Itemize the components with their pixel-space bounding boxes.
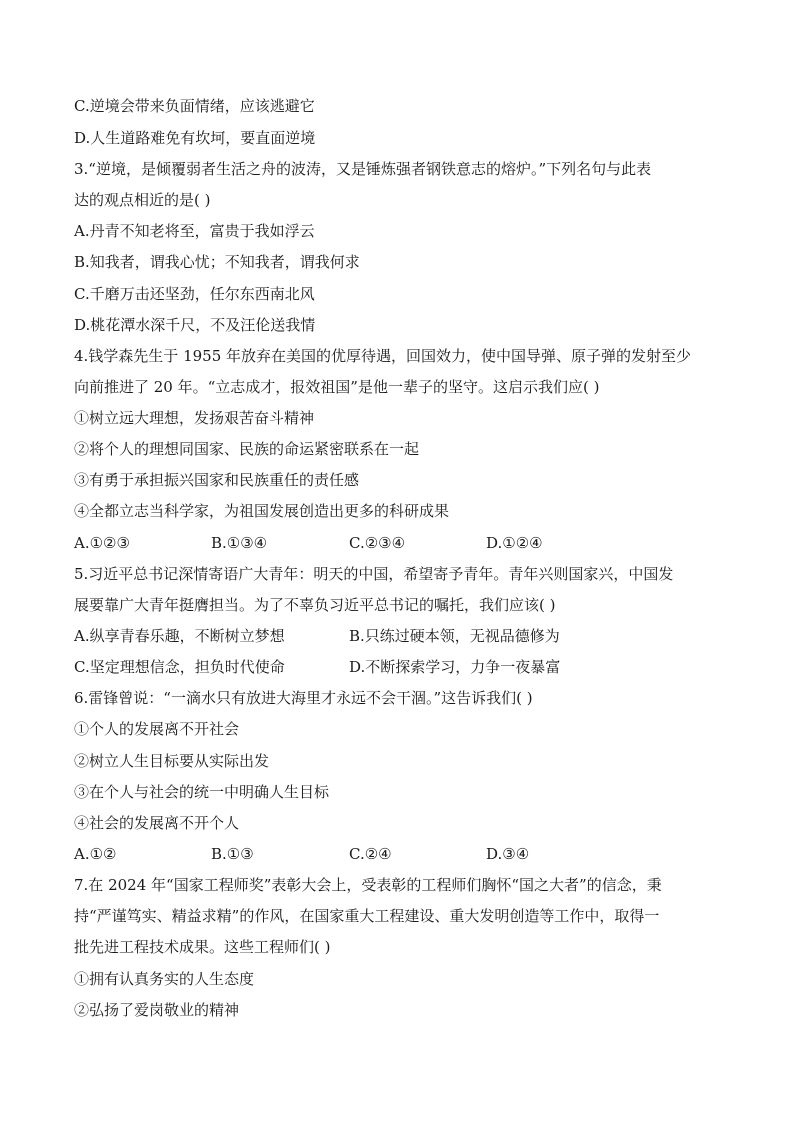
q4-statement-3: ③有勇于承担振兴国家和民族重任的责任感: [74, 471, 360, 489]
q4-statement-4: ④全都立志当科学家，为祖国发展创造出更多的科研成果: [74, 502, 450, 520]
q7-statement-1: ①拥有认真务实的人生态度: [74, 970, 255, 988]
q6-statement-4: ④社会的发展离不开个人: [74, 814, 240, 832]
q4-statement-2: ②将个人的理想同国家、民族的命运紧密联系在一起: [74, 440, 420, 458]
q5-option-c: C.坚定理想信念，担负时代使命: [74, 658, 285, 676]
q7-stem-line-2: 持“严谨笃实、精益求精”的作风，在国家重大工程建设、重大发明创造等工作中，取得一: [74, 907, 660, 925]
q3-stem-line-1: 3.“逆境，是倾覆弱者生活之舟的波涛，又是锤炼强者钢铁意志的熔炉。”下列名句与此表: [74, 160, 652, 178]
q6-statement-1: ①个人的发展离不开社会: [74, 720, 240, 738]
q3-option-c: C.千磨万击还坚劲，任尔东西南北风: [74, 285, 315, 303]
q4-option-d: D.①②④: [486, 534, 543, 552]
q4-stem-line-1: 4.钱学森先生于 1955 年放弃在美国的优厚待遇，回国效力，使中国导弹、原子弹的发射至少: [74, 347, 692, 365]
q2-option-c: C.逆境会带来负面情绪，应该逃避它: [74, 97, 315, 115]
q4-stem-line-2: 向前推进了 20 年。“立志成才，报效祖国”是他一辈子的坚守。这启示我们应( ): [74, 378, 600, 396]
q4-option-c: C.②③④: [349, 534, 406, 552]
q6-statement-3: ③在个人与社会的统一中明确人生目标: [74, 783, 330, 801]
q7-stem-line-3: 批先进工程技术成果。这些工程师们( ): [74, 938, 331, 956]
q4-option-b: B.①③④: [211, 534, 268, 552]
q6-stem-line-1: 6.雷锋曾说：“一滴水只有放进大海里才永远不会干涸。”这告诉我们( ): [74, 689, 533, 707]
q3-option-b: B.知我者，谓我心忧；不知我者，谓我何求: [74, 253, 360, 271]
q6-option-a: A.①②: [74, 845, 117, 863]
q5-stem-line-2: 展要靠广大青年挺膺担当。为了不辜负习近平总书记的嘱托，我们应该( ): [74, 596, 556, 614]
q2-option-d: D.人生道路难免有坎坷，要直面逆境: [74, 129, 316, 147]
q7-statement-2: ②弘扬了爱岗敬业的精神: [74, 1001, 240, 1019]
q5-option-a: A.纵享青春乐趣，不断树立梦想: [74, 627, 285, 645]
q5-option-d: D.不断探索学习，力争一夜暴富: [349, 658, 561, 676]
q3-option-d: D.桃花潭水深千尺，不及汪伦送我情: [74, 316, 316, 334]
q3-option-a: A.丹青不知老将至，富贵于我如浮云: [74, 222, 315, 240]
q3-stem-line-2: 达的观点相近的是( ): [74, 191, 211, 209]
q4-statement-1: ①树立远大理想，发扬艰苦奋斗精神: [74, 409, 315, 427]
q7-stem-line-1: 7.在 2024 年“国家工程师奖”表彰大会上，受表彰的工程师们胸怀“国之大者”的信念，秉: [74, 876, 662, 894]
q5-option-b: B.只练过硬本领，无视品德修为: [349, 627, 560, 645]
q6-option-d: D.③④: [486, 845, 530, 863]
q6-statement-2: ②树立人生目标要从实际出发: [74, 752, 270, 770]
q5-stem-line-1: 5.习近平总书记深情寄语广大青年：明天的中国，希望寄予青年。青年兴则国家兴，中国发: [74, 565, 674, 583]
q6-option-b: B.①③: [211, 845, 254, 863]
q4-option-a: A.①②③: [74, 534, 130, 552]
q6-option-c: C.②④: [349, 845, 392, 863]
